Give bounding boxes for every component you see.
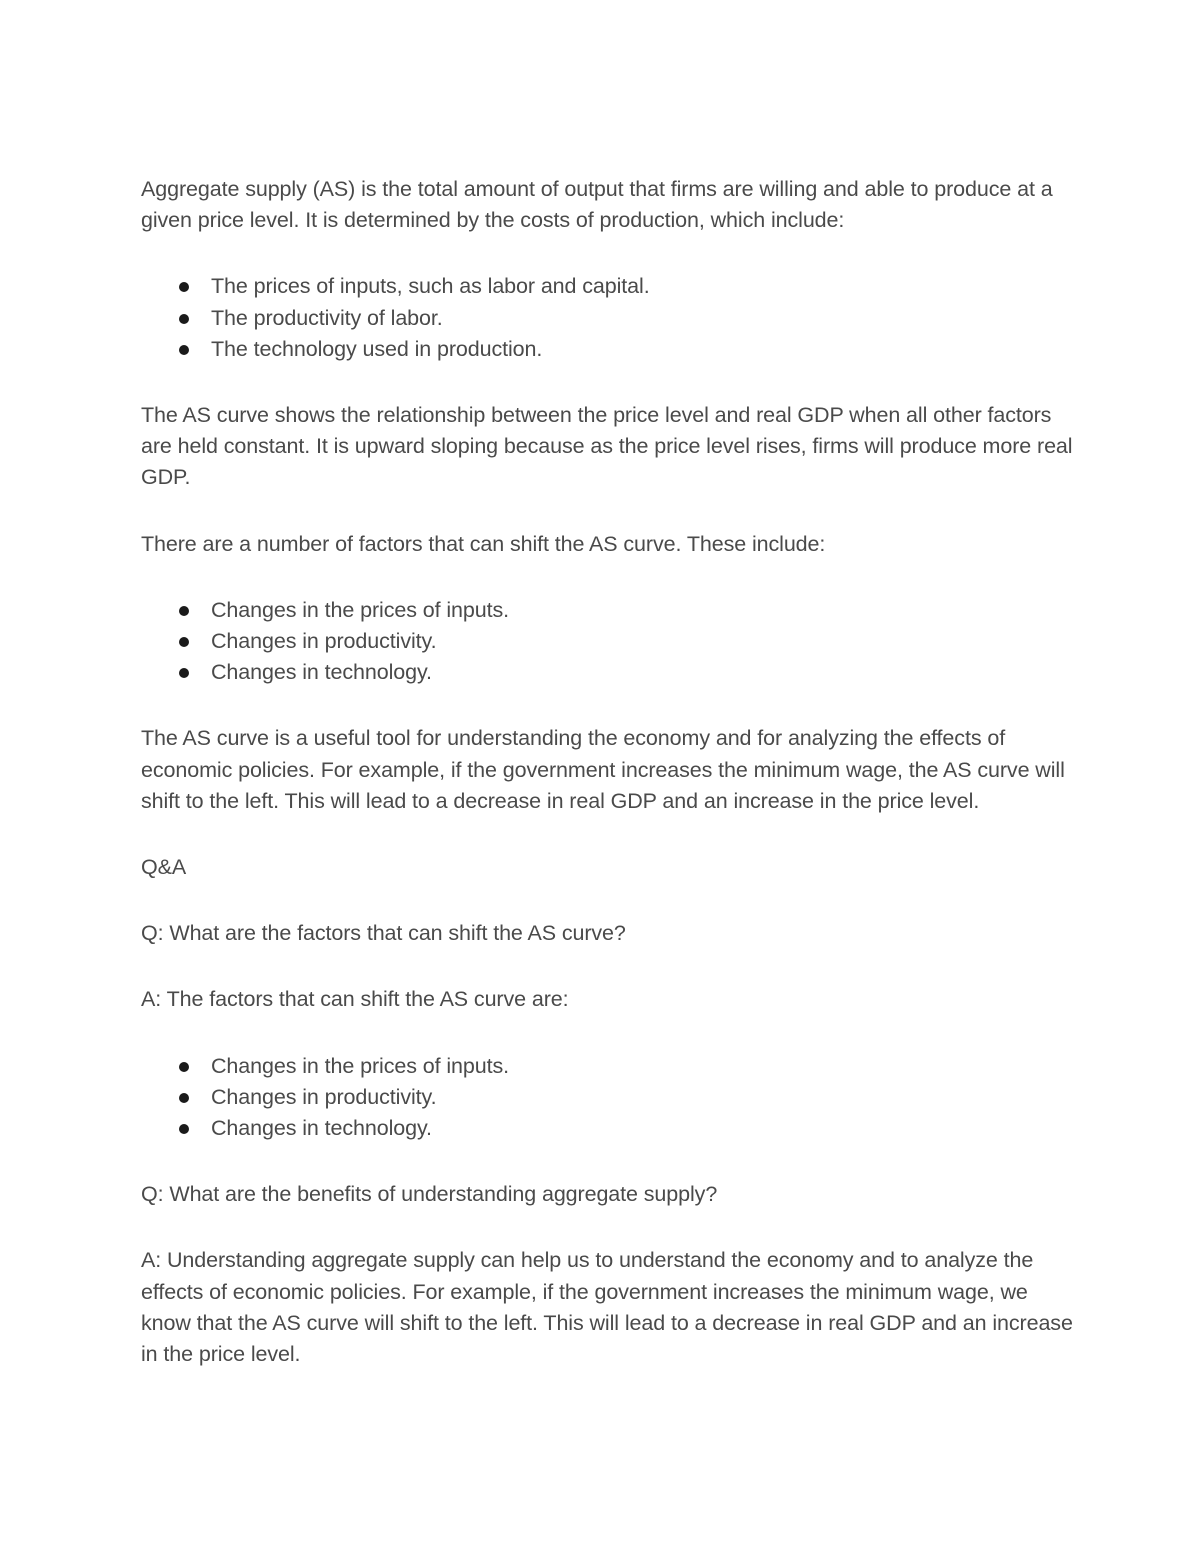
list-item (141, 334, 1081, 365)
bullet-icon (179, 1093, 189, 1103)
list-item-text: Changes in the prices of inputs. (211, 1053, 509, 1078)
list-item (141, 657, 1081, 688)
question-1: Q: What are the factors that can shift the AS curve? (141, 921, 626, 946)
bullet-icon (179, 1062, 189, 1072)
list-item (141, 1082, 1081, 1113)
bullet-icon (179, 606, 189, 616)
bullet-icon (179, 314, 189, 324)
cost-factors-list (141, 271, 1081, 365)
list-item-text: Changes in productivity. (211, 629, 437, 654)
answer-1-intro: A: The factors that can shift the AS curve are: (141, 987, 569, 1012)
list-item-text: The productivity of labor. (211, 305, 443, 330)
tool-paragraph: The AS curve is a useful tool for understanding the economy and for analyzing the effects of economic policies. For example, if the government increases the minimum wage, the AS curve will shift to the left. This will lead to a decrease in real GDP and an increase in the price level. (141, 726, 1065, 813)
bullet-icon (179, 282, 189, 292)
bullet-icon (179, 345, 189, 355)
question-2: Q: What are the benefits of understanding aggregate supply? (141, 1182, 718, 1207)
list-item-text: Changes in productivity. (211, 1084, 437, 1109)
document-body (141, 174, 1081, 1405)
list-item-text: Changes in the prices of inputs. (211, 597, 509, 622)
list-item (141, 1051, 1081, 1082)
list-item (141, 595, 1081, 626)
list-item-text: Changes in technology. (211, 1116, 432, 1141)
list-item-text: The prices of inputs, such as labor and capital. (211, 274, 650, 299)
intro-paragraph: Aggregate supply (AS) is the total amount of output that firms are willing and able to produce at a given price level. It is determined by the costs of production, which include: (141, 177, 1053, 233)
list-item-text: The technology used in production. (211, 336, 543, 361)
list-item-text: Changes in technology. (211, 660, 432, 685)
bullet-icon (179, 668, 189, 678)
qa-heading: Q&A (141, 855, 187, 880)
shift-intro-paragraph: There are a number of factors that can shift the AS curve. These include: (141, 531, 826, 556)
answer-2: A: Understanding aggregate supply can help us to understand the economy and to analyze the effects of economic policies. For example, if the government increases the minimum wage, we know that the AS curve will shift to the left. This will lead to a decrease in real GDP and an increase in the price level. (141, 1248, 1073, 1367)
list-item (141, 303, 1081, 334)
bullet-icon (179, 637, 189, 647)
as-curve-paragraph: The AS curve shows the relationship between the price level and real GDP when all other factors are held constant. It is upward sloping because as the price level rises, firms will produce more real GDP. (141, 403, 1073, 490)
shift-factors-list (141, 595, 1081, 689)
answer-1-list (141, 1051, 1081, 1145)
bullet-icon (179, 1124, 189, 1134)
list-item (141, 626, 1081, 657)
list-item (141, 1113, 1081, 1144)
list-item (141, 271, 1081, 302)
